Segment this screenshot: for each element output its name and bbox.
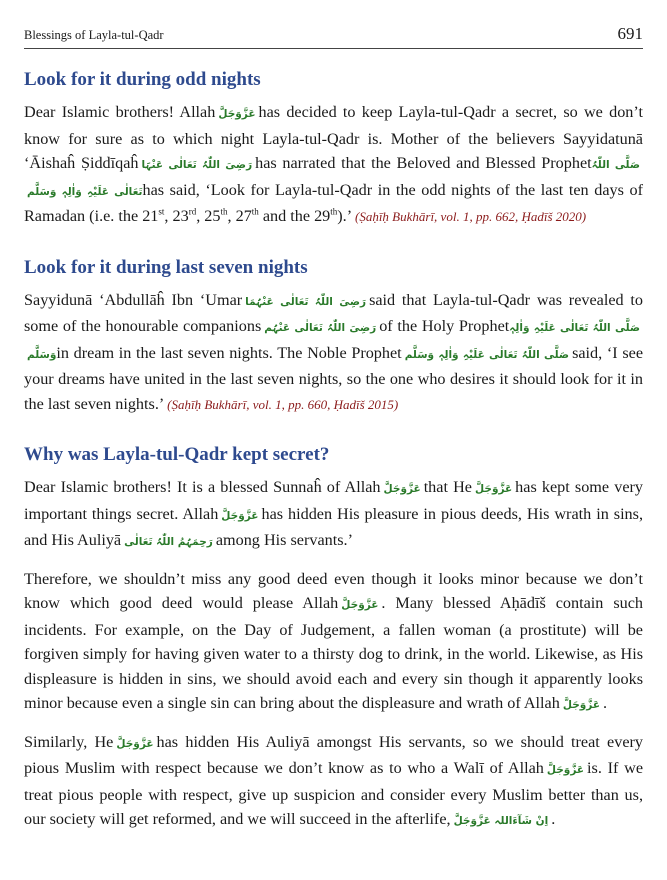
text-run: has hidden His pleasure in pious deeds, His wrath in sins, and His Auliyā (24, 504, 644, 549)
text-run: has decided to keep Layla-tul-Qadr a secret, so we don’t know for sure as to which night Layla-tul-Qadr is. Mother of the believers Sayyidatunā ‘Āishaĥ Ṣiddīqaĥ (24, 103, 643, 172)
text-run: ).’ (337, 207, 351, 225)
honorific-azza-wa-jal: عَزَّوَجَلَّ (562, 699, 600, 711)
section-heading-last-seven-nights: Look for it during last seven nights (24, 256, 308, 278)
honorific-azza-wa-jal: عَزَّوَجَلَّ (475, 483, 513, 495)
paragraph-odd-nights (24, 100, 643, 230)
text-run: is. If we treat pious people with respect, give up suspicion and consider every Muslim better than us, our society will get reformed, and we will succeed in the afterlife, (24, 759, 643, 828)
text-run: has said, ‘Look for Layla-tul-Qadr in the odd nights of the last ten days of Ramadan (i.e. the 21 (24, 180, 643, 225)
text-run: . (603, 694, 608, 712)
text-run: among His servants.’ (215, 531, 353, 549)
text-run: . Many blessed Aḥādīš contain such incidents. For example, on the Day of Judgement, a fallen woman (a prostitute) will be forgiven simply for having given water to a thirsty dog to drink, in the world. Likewise, as His displeasure is hidden in sins, we should avoid each and every sin though it apparently looks minor because even a single sin can bring about the displeasure and wrath of Allah (24, 594, 644, 712)
text-run: that He (423, 478, 472, 496)
page-content (24, 68, 643, 834)
superscript: th (330, 206, 338, 217)
honorific-azza-wa-jal: عَزَّوَجَلَّ (341, 599, 379, 611)
section-heading-odd-nights: Look for it during odd nights (24, 69, 261, 90)
honorific-sallallahu: صَلَّی اللّٰہُ تَعَالٰی عَلَیْہِ وَاٰلِہٖ وَسَلَّم (27, 322, 641, 361)
text-run: Dear Islamic brothers! It is a blessed Sunnaĥ of Allah (24, 478, 381, 496)
running-header (24, 22, 643, 49)
text-run: said, ‘I see your dreams have united in the last seven nights, so the one who desires it should look for it in the last seven nights.’ (24, 343, 644, 413)
superscript: th (251, 206, 259, 217)
paragraph-good-deeds (24, 567, 643, 718)
text-run: said that Layla-tul-Qadr was revealed to some of the honourable companions (24, 290, 643, 335)
honorific-sallallahu: صَلَّی اللّٰہُ تَعَالٰی عَلَیْہِ وَاٰلِہٖ وَسَلَّم (27, 159, 640, 198)
text-run: . (551, 810, 556, 828)
text-run: and the 29 (258, 207, 331, 225)
text-run: , 23 (164, 207, 189, 225)
superscript: st (158, 206, 165, 217)
honorific-radiyallahu-anhum: رَضِیَ اللّٰہُ تَعَالٰی عَنْہُم (264, 322, 377, 334)
honorific-inshallah: اِنْ شَآءَاللہ عَزَّوَجَلَّ (453, 815, 549, 827)
section-heading-kept-secret: Why was Layla-tul-Qadr kept secret? (24, 444, 330, 465)
honorific-sallallahu: صَلَّی اللّٰہُ تَعَالٰی عَلَیْہِ وَاٰلِہٖ وَسَلَّم (404, 348, 570, 361)
text-run: has kept some very important things secret. Allah (24, 478, 643, 523)
honorific-radiyallahu-anha: رَضِیَ اللّٰہُ تَعَالٰی عَنْہَا (141, 159, 253, 171)
text-run: , 27 (227, 207, 252, 225)
superscript: th (220, 206, 228, 217)
text-run: has narrated that the Beloved and Blessed Prophet (255, 154, 592, 172)
text-run: Sayyidunā ‘Abdullāĥ Ibn ‘Umar (24, 290, 243, 309)
superscript: rd (188, 206, 197, 217)
honorific-radiyallahu-anhuma: رَضِیَ اللّٰہُ تَعَالٰی عَنْہُمَا (245, 295, 367, 308)
text-run: Dear Islamic brothers! Allah (24, 103, 216, 121)
text-run: Therefore, we shouldn’t miss any good deed even though it looks minor because we don’t know which good deed would please Allah (24, 569, 643, 612)
honorific-azza-wa-jal: عَزَّوَجَلَّ (116, 737, 154, 750)
honorific-azza-wa-jal: عَزَّوَجَلَّ (383, 483, 421, 495)
honorific-azza-wa-jal: عَزَّوَجَلَّ (218, 108, 256, 120)
text-run: in dream in the last seven nights. The Noble Prophet (56, 343, 402, 362)
paragraph-sunnah-secret (24, 475, 643, 555)
text-run: has hidden His Auliyā amongst His servants, so we should treat every pious Muslim with respect because we don’t know as to who a Walī of Allah (24, 732, 643, 777)
running-title: Blessings of Layla-tul-Qadr (24, 28, 164, 42)
honorific-azza-wa-jal: عَزَّوَجَلَّ (546, 764, 585, 776)
text-run: , 25 (196, 207, 221, 225)
honorific-azza-wa-jal: عَزَّوَجَلَّ (221, 509, 259, 522)
page-number: 691 (617, 24, 643, 43)
citation: (Ṣaḥīḥ Bukhārī, vol. 1, pp. 662, Ḥadīš 2020) (354, 209, 587, 224)
text-run: Similarly, He (24, 732, 114, 751)
paragraph-auliya (24, 730, 643, 834)
honorific-rahmatullah: رَحِمَہُمُ اللّٰہُ تَعَالٰی (124, 536, 213, 548)
text-run: of the Holy Prophet (379, 317, 510, 335)
paragraph-last-seven-nights (24, 288, 643, 418)
citation: (Ṣaḥīḥ Bukhārī, vol. 1, pp. 660, Ḥadīš 2015) (167, 396, 399, 412)
